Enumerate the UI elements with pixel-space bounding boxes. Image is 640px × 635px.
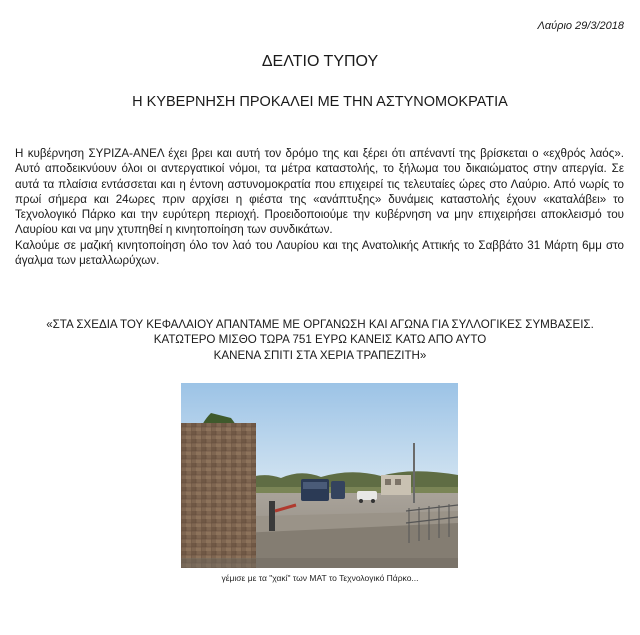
photo-police-technology-park (181, 383, 458, 568)
document-title: ΔΕΛΤΙΟ ΤΥΠΟΥ (261, 53, 379, 70)
document-subtitle: Η ΚΥΒΕΡΝΗΣΗ ΠΡΟΚΑΛΕΙ ΜΕ ΤΗΝ ΑΣΤΥΝΟΜΟΚΡΑΤΙΑ (132, 94, 508, 110)
press-release-date: Λαύριο 29/3/2018 (537, 20, 624, 32)
slogan-line-1: «ΣΤΑ ΣΧΕΔΙΑ ΤΟΥ ΚΕΦΑΛΑΙΟΥ ΑΠΑΝΤΑΜΕ ΜΕ ΟΡΓΑΝΩΣΗ ΚΑΙ ΑΓΩΝΑ ΓΙΑ ΣΥΛΛΟΓΙΚΕΣ ΣΥΜΒΑΣΕΙΣ. (46, 318, 594, 331)
body-paragraph-1: Η κυβέρνηση ΣΥΡΙΖΑ-ΑΝΕΛ έχει βρει και αυτή τον δρόμο της και ξέρει ότι απέναντί της βρίσκεται ο «εχθρός λαός». Αυτό αποδεικνύουν όλοι οι αντεργατικοί νόμοι, τα μέτρα καταστολής, το ξήλωμα του δικαιώματος στην απεργία. Σε αυτά τα πλαίσια εντάσσεται και η έντονη αστυνομοκρατία που επιχειρεί τις τελευταίες ώρες στο Λαύριο. Από νωρίς το πρωί σήμερα και 24ωρες πριν αρχίσει η φιέστα της «ανάπτυξης» δυνάμεις καταστολής έχουν «καταλάβει» το Τεχνολογικό Πάρκο και την ευρύτερη περιοχή. Προειδοποιούμε την κυβέρνηση να μην επιχειρήσει αποκλεισμό του Λαυρίου και να μην χτυπηθεί η κινητοποίηση των συνδικάτων. (15, 147, 624, 237)
photo-caption: γέμισε με τα "χακί" των ΜΑΤ το Τεχνολογικό Πάρκο... (221, 573, 419, 583)
slogan-block (0, 317, 640, 363)
slogan-line-3: ΚΑΝΕΝΑ ΣΠΙΤΙ ΣΤΑ ΧΕΡΙΑ ΤΡΑΠΕΖΙΤΗ» (213, 348, 427, 362)
body-paragraph-2: Καλούμε σε μαζική κινητοποίηση όλο τον λαό του Λαυρίου και της Ανατολικής Αττικής το Σαββάτο 31 Μάρτη 6μμ στο άγαλμα των μεταλλωρύχων. (15, 238, 624, 268)
body-text (15, 146, 624, 268)
slogan-line-2: ΚΑΤΩΤΕΡΟ ΜΙΣΘΟ ΤΩΡΑ 751 ΕΥΡΩ ΚΑΝΕΙΣ ΚΑΤΩ ΑΠΟ ΑΥΤΟ (153, 333, 487, 347)
